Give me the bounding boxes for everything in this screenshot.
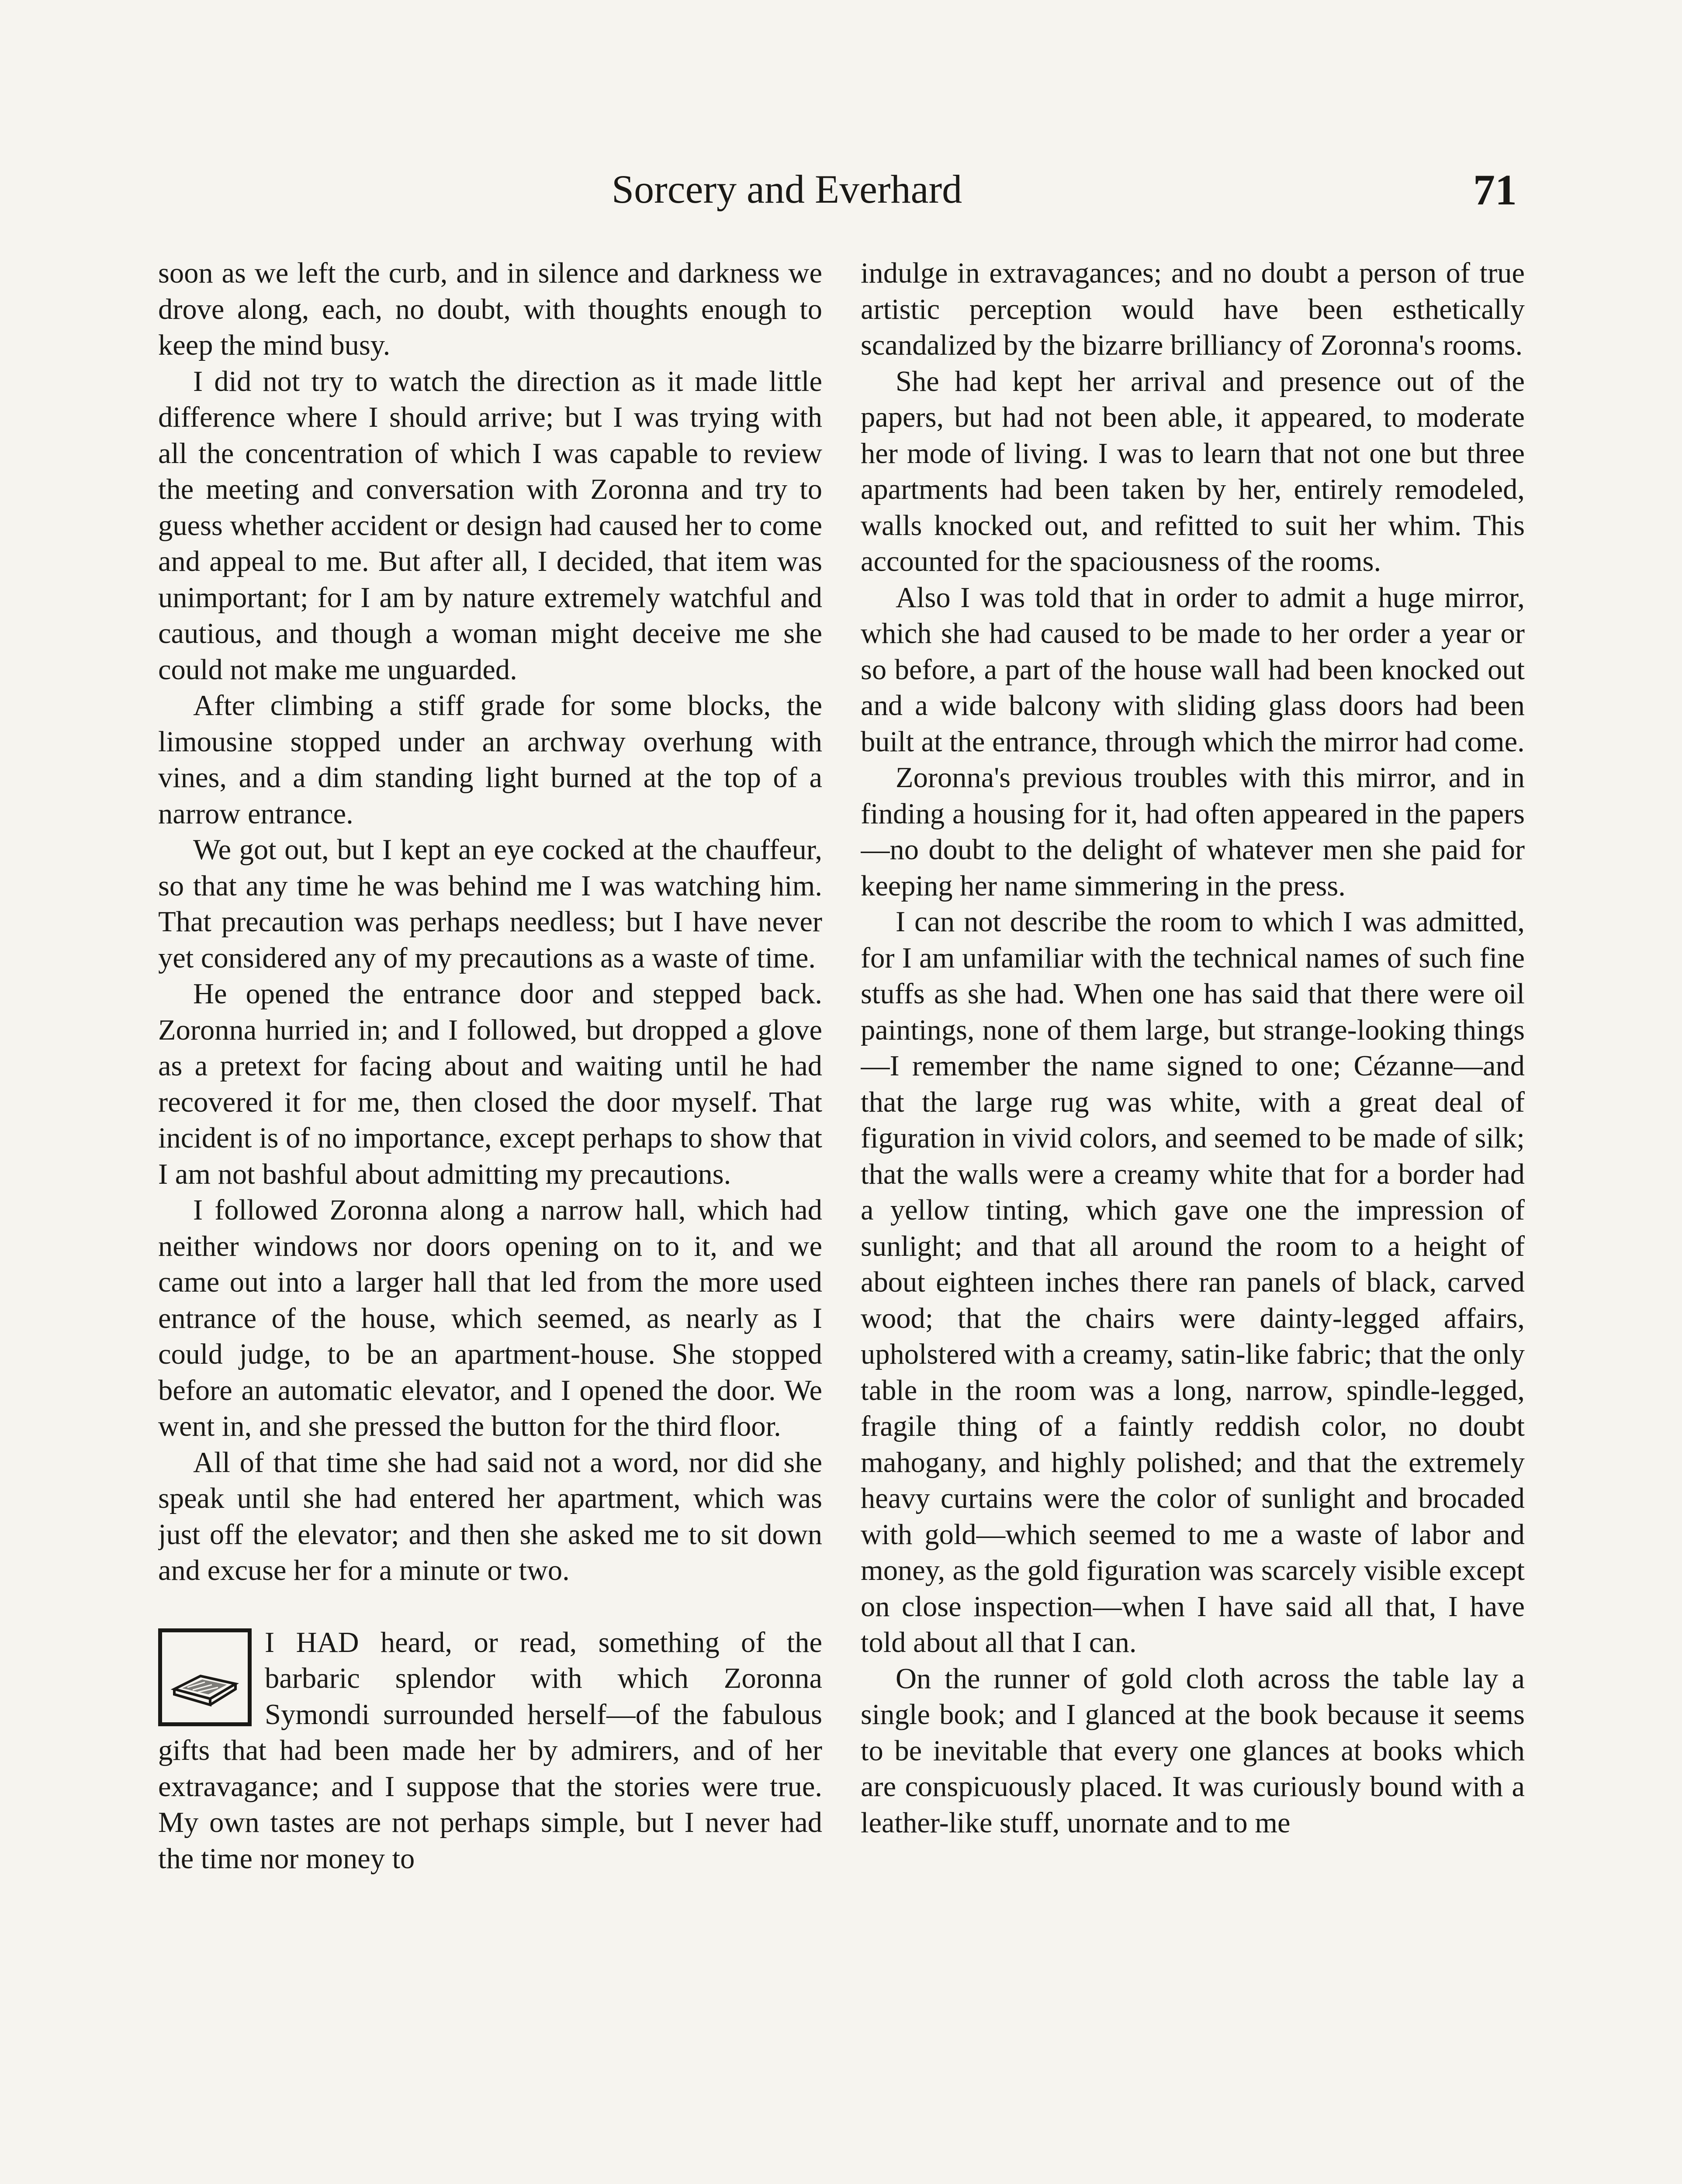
paragraph: All of that time she had said not a word, nor did she speak until she had entered her apartment, which was just off the elevator; and then she asked me to sit down and excuse her for a minute or two. xyxy=(158,1446,822,1586)
section-paragraph: I HAD heard, or read, something of the barbaric splendor with which Zoronna Symondi surrounded herself—of the fabulous gifts that had been made her by admirers, and of her extravagance; and I suppose that the stories were true. My own tastes are not perhaps simple, but I never had the time nor money to xyxy=(158,1626,822,1875)
page-number: 71 xyxy=(1473,166,1517,214)
paragraph: We got out, but I kept an eye cocked at the chauffeur, so that any time he was behind me I was watching him. That precaution was perhaps needless; but I have never yet considered any of my precautions as a waste of time. xyxy=(158,834,822,974)
paragraph: I can not describe the room to which I was admitted, for I am unfamiliar with the technical names of such fine stuffs as she had. When one has said that there were oil paintings, none of them large, but strange-looking things—I remember the name signed to one; Cézanne—and that the large rug was white, with a great deal of figuration in vivid colors, and seemed to be made of silk; that the walls were a creamy white that for a border had a yellow tinting, which gave one the impression of sunlight; and that all around the room to a height of about eighteen inches there ran panels of black, carved wood; that the chairs were dainty-legged affairs, upholstered with a creamy, satin-like fabric; that the only table in the room was a long, narrow, spindle-legged, fragile thing of a faintly reddish color, no doubt mahogany, and highly polished; and that the extremely heavy curtains were the color of sunlight and brocaded with gold—which seemed to me a waste of labor and money, as the gold figuration was scarcely visible except on close inspection—when I have said all that, I have told about all that I can. xyxy=(861,906,1525,1659)
right-column xyxy=(861,256,1525,2184)
paragraph: soon as we left the curb, and in silence and darkness we drove along, each, no doubt, with thoughts enough to keep the mind busy. xyxy=(158,257,822,361)
paragraph: I did not try to watch the direction as it made little difference where I should arrive; but I was trying with all the concentration of which I was capable to review the meeting and conversation with Zoronna and try to guess whether accident or design had caused her to come and appeal to me. But after all, I decided, that item was unimportant; for I am by nature extremely watchful and cautious, and though a woman might deceive me she could not make me unguarded. xyxy=(158,365,822,686)
paragraph: After climbing a stiff grade for some blocks, the limousine stopped under an archway overhung with vines, and a dim standing light burned at the top of a narrow entrance. xyxy=(158,690,822,830)
page-header xyxy=(0,165,1682,231)
ornament-box xyxy=(158,1628,252,1726)
running-title: Sorcery and Everhard xyxy=(612,167,962,211)
paragraph: She had kept her arrival and presence out of the papers, but had not been able, it appeared, to moderate her mode of living. I was to learn that not one but three apartments had been taken by her, entirely remodeled, walls knocked out, and refitted to suit her whim. This accounted for the spaciousness of the rooms. xyxy=(861,365,1525,577)
paragraph: indulge in extravagances; and no doubt a person of true artistic perception would have been esthetically scandalized by the bizarre brilliancy of Zoronna's rooms. xyxy=(861,257,1525,361)
paragraph: He opened the entrance door and stepped back. Zoronna hurried in; and I followed, but dropped a glove as a pretext for facing about and waiting until he had recovered it for me, then closed the door myself. That incident is of no importance, except perhaps to show that I am not bashful about admitting my precautions. xyxy=(158,978,822,1190)
paragraph: Zoronna's previous troubles with this mirror, and in finding a housing for it, had often appeared in the papers—no doubt to the delight of whatever men she paid for keeping her name simmering in the press. xyxy=(861,762,1525,902)
paragraph: Also I was told that in order to admit a huge mirror, which she had caused to be made to her order a year or so before, a part of the house wall had been knocked out and a wide balcony with sliding glass doors had been built at the entrance, through which the mirror had come. xyxy=(861,581,1525,758)
paragraph: On the runner of gold cloth across the table lay a single book; and I glanced at the book because it seems to be inevitable that every one glances at books which are conspicuously placed. It was curiously bound with a leather-like stuff, unornate and to me xyxy=(861,1662,1525,1839)
section-break xyxy=(158,1589,822,1625)
paragraph: I followed Zoronna along a narrow hall, which had neither windows nor doors opening on to it, and we came out into a larger hall that led from the more used entrance of the house, which seemed, as nearly as I could judge, to be an apartment-house. She stopped before an automatic elevator, and I opened the door. We went in, and she pressed the button for the third floor. xyxy=(158,1194,822,1442)
book-illustration-icon xyxy=(170,1650,240,1711)
left-column xyxy=(158,256,822,2184)
